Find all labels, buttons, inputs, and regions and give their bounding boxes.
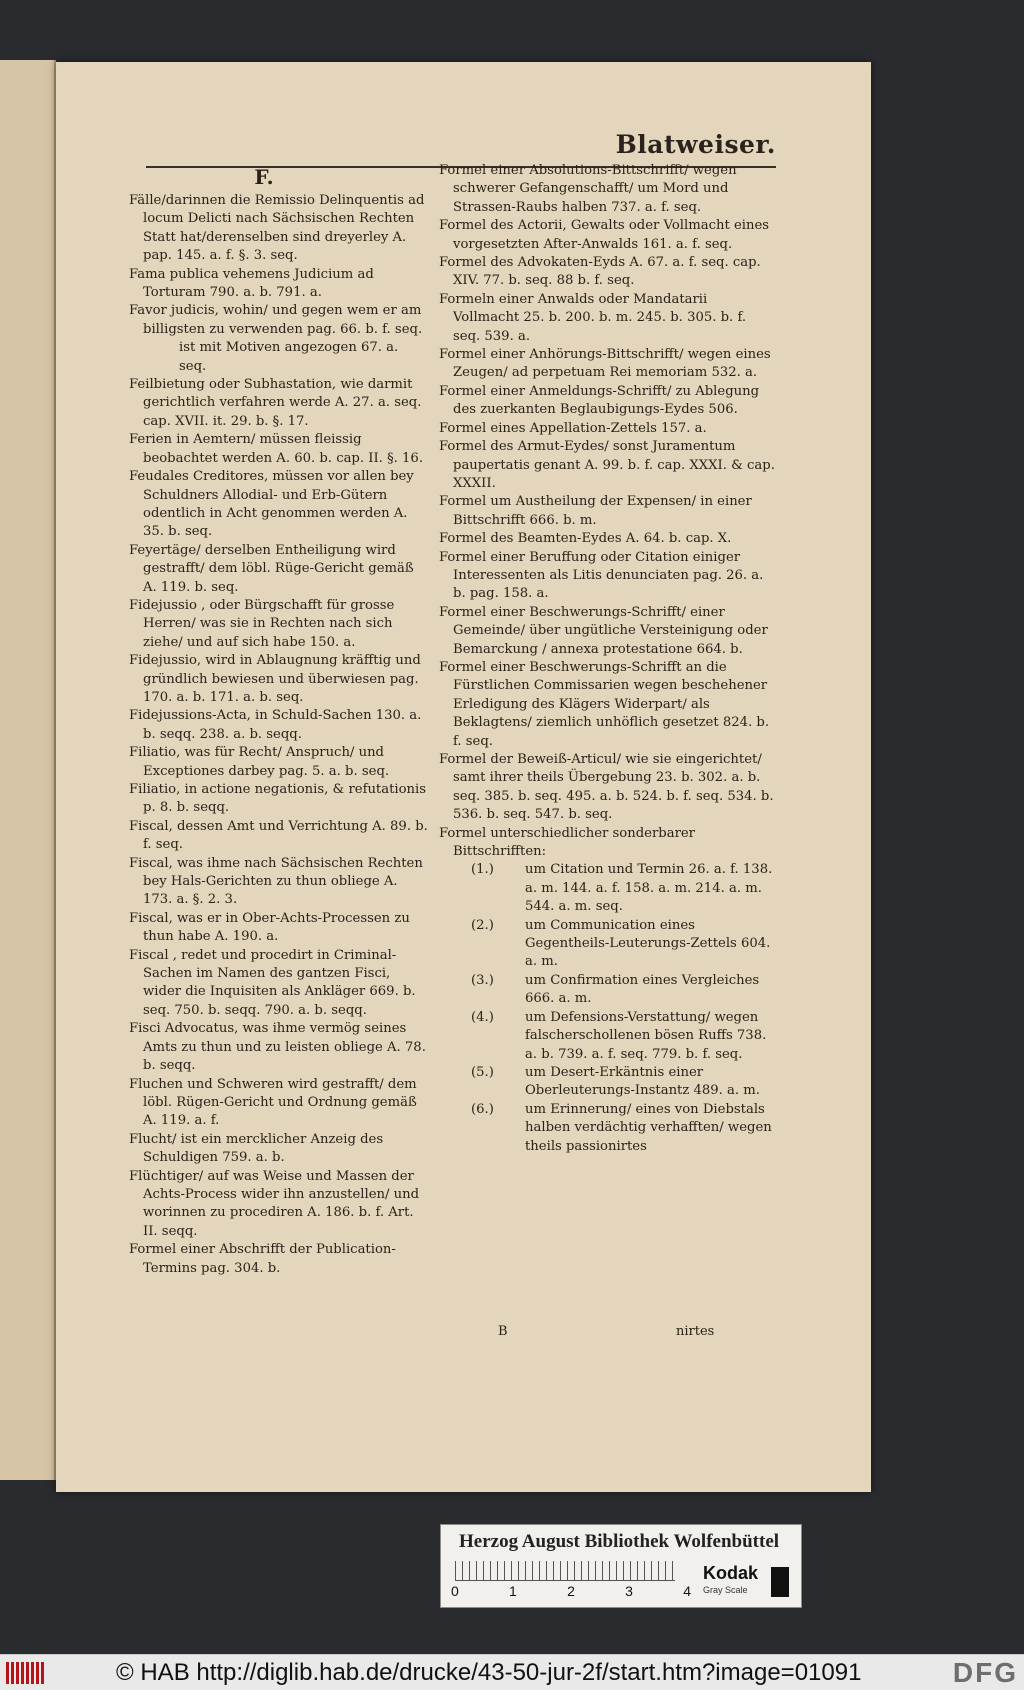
- ruler-number: 2: [567, 1583, 575, 1599]
- index-entry: Formel des Actorii, Gewalts oder Vollmacht eines vorgesetzten After-Anwalds 161. a. f. seq.: [439, 218, 770, 252]
- ruler-numbers: [451, 1583, 691, 1599]
- index-entry: Formel einer Beschwerungs-Schrifft an die Fürstlichen Commissarien wegen beschehener Erledigung des Klägers Widerpart/ als Beklagtens/ ziemlich unhöflich gesetzet 824. b. f. seq.: [439, 659, 770, 749]
- index-entry: ist mit Motiven angezogen 67. a. seq.: [179, 340, 399, 374]
- index-entry: Fiscal, was er in Ober-Achts-Processen zu thun habe A. 190. a.: [129, 910, 410, 945]
- entry-number: (3.): [471, 972, 494, 988]
- catchword: nirtes: [676, 1324, 715, 1339]
- library-slip: [440, 1524, 802, 1608]
- index-entry: Fiscal, was ihme nach Sächsischen Rechten bey Hals-Gerichten zu thun obliege A. 173. a. §. 2. 3.: [129, 855, 423, 908]
- page-title: Blatweiser.: [615, 130, 776, 159]
- index-entry: Fiscal , redet und procedirt in Criminal-Sachen im Namen des gantzen Fisci, wider die Inquisiten als Ankläger 669. b. seq. 750. b. seqq. 790. a. b. seqq.: [129, 947, 416, 1018]
- index-entry: Formel unterschiedlicher sonderbarer Bittschrifften:: [439, 825, 695, 860]
- numbered-entry: [439, 1101, 777, 1156]
- index-entry: Fälle/darinnen die Remissio Delinquentis ad locum Delicti nach Sächsischen Rechten Statt hat/derenselben sind dreyerley A. pap. 145. a. f. §. 3. seq.: [129, 193, 425, 264]
- index-entry: Formel einer Abschrifft der Publication-Termins pag. 304. b.: [129, 1242, 396, 1276]
- index-entry: Fidejussio, wird in Ablaugnung kräfftig und gründlich bewiesen und überwiesen pag. 170. a. b. 171. a. b. seq.: [129, 653, 421, 705]
- right-entries: [439, 162, 777, 861]
- kodak-logo: Kodak: [703, 1563, 759, 1583]
- facing-page-edge: [0, 60, 56, 1480]
- index-entry: Flüchtiger/ auf was Weise und Massen der Achts-Process wider ihn anzustellen/ und worinnen zu procediren A. 186. b. f. Art. II. seqq.: [129, 1168, 420, 1239]
- index-entry: Fiscal, dessen Amt und Verrichtung A. 89. b. f. seq.: [129, 818, 428, 853]
- entry-number: (4.): [471, 1009, 494, 1025]
- index-entry: Formel einer Beruffung oder Citation einiger Interessenten als Litis denunciaten pag. 26. a. b. pag. 158. a.: [439, 549, 764, 602]
- index-entry: Formel des Advokaten-Eyds A. 67. a. f. seq. cap. XIV. 77. b. seq. 88 b. f. seq.: [439, 255, 761, 289]
- ruler-number: 0: [451, 1583, 459, 1599]
- index-entry: Fama publica vehemens Judicium ad Torturam 790. a. b. 791. a.: [129, 266, 374, 301]
- index-entry: Formel der Beweiß-Articul/ wie sie eingerichtet/ samt ihrer theils Übergebung 23. b. 302. a. b. seq. 385. b. seq. 495. a. b. 524. b. f. seq. 534. b. 536. b. seq. 547. b. seq.: [439, 752, 774, 823]
- numbered-entry: [439, 917, 777, 972]
- footer-bar: [0, 1654, 1024, 1690]
- entry-text: um Desert-Erkäntnis einer Oberleuterungs-Instantz 489. a. m.: [525, 1064, 760, 1099]
- index-entry: Formel einer Absolutions-Bittschrifft/ wegen schwerer Gefangenschafft/ um Mord und Strassen-Raubs halben 737. a. f. seq.: [439, 163, 737, 215]
- index-entry: Formel einer Anmeldungs-Schrifft/ zu Ablegung des zuerkanten Beglaubigungs-Eydes 506.: [439, 383, 760, 418]
- numbered-entry: [439, 1064, 777, 1101]
- index-entry: Formel einer Anhörungs-Bittschrifft/ wegen eines Zeugen/ ad perpetuam Rei memoriam 532. a.: [439, 347, 771, 381]
- library-name: Herzog August Bibliothek Wolfenbüttel: [459, 1531, 780, 1552]
- hab-logo-icon: [6, 1662, 46, 1684]
- section-letter: F.: [254, 165, 274, 189]
- entry-text: um Confirmation eines Vergleiches 666. a. m.: [525, 972, 760, 1007]
- scale-ruler: [455, 1561, 675, 1581]
- left-column: [129, 162, 429, 1278]
- index-entry: Fisci Advocatus, was ihme vermög seines Amts zu thun und zu leisten obliege A. 78. b. seqq.: [129, 1021, 426, 1074]
- entry-text: um Citation und Termin 26. a. f. 138. a. m. 144. a. f. 158. a. m. 214. a. m. 544. a. m. seq.: [525, 862, 773, 915]
- index-entry: Formel des Armut-Eydes/ sonst Juramentum paupertatis genant A. 99. b. f. cap. XXXI. & cap. XXXII.: [439, 439, 775, 491]
- entry-number: (2.): [471, 917, 494, 933]
- index-entry: Fluchen und Schweren wird gestrafft/ dem löbl. Rügen-Gericht und Ordnung gemäß A. 119. a. f.: [129, 1076, 417, 1129]
- ruler-number: 3: [625, 1583, 633, 1599]
- index-entry: Formel einer Beschwerungs-Schrifft/ einer Gemeinde/ über ungütliche Versteinigung oder Bemarckung / annexa protestatione 664. b.: [439, 604, 768, 657]
- gray-scale-label: Gray Scale: [703, 1585, 748, 1595]
- footer-copyright-link[interactable]: © HAB http://diglib.hab.de/drucke/43-50-jur-2f/start.htm?image=01091: [116, 1659, 862, 1686]
- left-entries: [129, 192, 429, 1278]
- entry-text: um Erinnerung/ eines von Diebstals halben verdächtig verhafften/ wegen theils passionirtes: [525, 1101, 772, 1154]
- right-column: [439, 162, 777, 1156]
- index-entry: Formel des Beamten-Eydes A. 64. b. cap. X.: [439, 531, 732, 547]
- index-entry: Flucht/ ist ein mercklicher Anzeig des Schuldigen 759. a. b.: [129, 1131, 384, 1166]
- index-entry: Feilbietung oder Subhastation, wie darmit gerichtlich verfahren werde A. 27. a. seq. cap. XVII. it. 29. b. §. 17.: [129, 377, 422, 429]
- index-entry: Formel um Austheilung der Expensen/ in einer Bittschrifft 666. b. m.: [439, 494, 752, 528]
- numbered-entries: [439, 861, 777, 1156]
- numbered-entry: [439, 972, 777, 1009]
- index-entry: Filiatio, was für Recht/ Anspruch/ und Exceptiones darbey pag. 5. a. b. seq.: [129, 745, 390, 779]
- entry-number: (5.): [471, 1064, 494, 1080]
- gray-swatch: [771, 1567, 789, 1597]
- index-entry: Filiatio, in actione negationis, & refutationis p. 8. b. seqq.: [129, 782, 427, 816]
- signature-mark: B: [498, 1324, 508, 1339]
- entry-text: um Communication eines Gegentheils-Leuterungs-Zettels 604. a. m.: [525, 917, 771, 970]
- numbered-entry: [439, 1009, 777, 1064]
- index-entry: Feyertäge/ derselben Entheiligung wird gestrafft/ dem löbl. Rüge-Gericht gemäß A. 119. b. seq.: [129, 542, 414, 595]
- index-entry: Fidejussions-Acta, in Schuld-Sachen 130. a. b. seqq. 238. a. b. seqq.: [129, 708, 422, 742]
- ruler-number: 1: [509, 1583, 517, 1599]
- index-entry: Formel eines Appellation-Zettels 157. a.: [439, 420, 707, 436]
- ruler-number: 4: [683, 1583, 691, 1599]
- numbered-entry: [439, 861, 777, 916]
- entry-number: (1.): [471, 862, 494, 878]
- index-entry: Fidejussio , oder Bürgschafft für grosse Herren/ was sie in Rechten nach sich ziehe/ und auf sich habe 150. a.: [129, 597, 395, 650]
- dfg-logo: DFG: [952, 1657, 1018, 1688]
- index-entry: Formeln einer Anwalds oder Mandatarii Vollmacht 25. b. 200. b. m. 245. b. 305. b. f. seq. 539. a.: [439, 291, 747, 344]
- book-page: [56, 62, 871, 1492]
- entry-number: (6.): [471, 1101, 494, 1117]
- entry-text: um Defensions-Verstattung/ wegen falscherschollenen bösen Ruffs 738. a. b. 739. a. f. seq. 779. b. f. seq.: [525, 1009, 767, 1062]
- index-entry: Favor judicis, wohin/ und gegen wem er am billigsten zu verwenden pag. 66. b. f. seq.: [129, 303, 423, 337]
- index-entry: Feudales Creditores, müssen vor allen bey Schuldners Allodial- und Erb-Gütern odentlich in Acht genommen werden A. 35. b. seq.: [129, 469, 414, 540]
- index-entry: Ferien in Aemtern/ müssen fleissig beobachtet werden A. 60. b. cap. II. §. 16.: [129, 432, 424, 466]
